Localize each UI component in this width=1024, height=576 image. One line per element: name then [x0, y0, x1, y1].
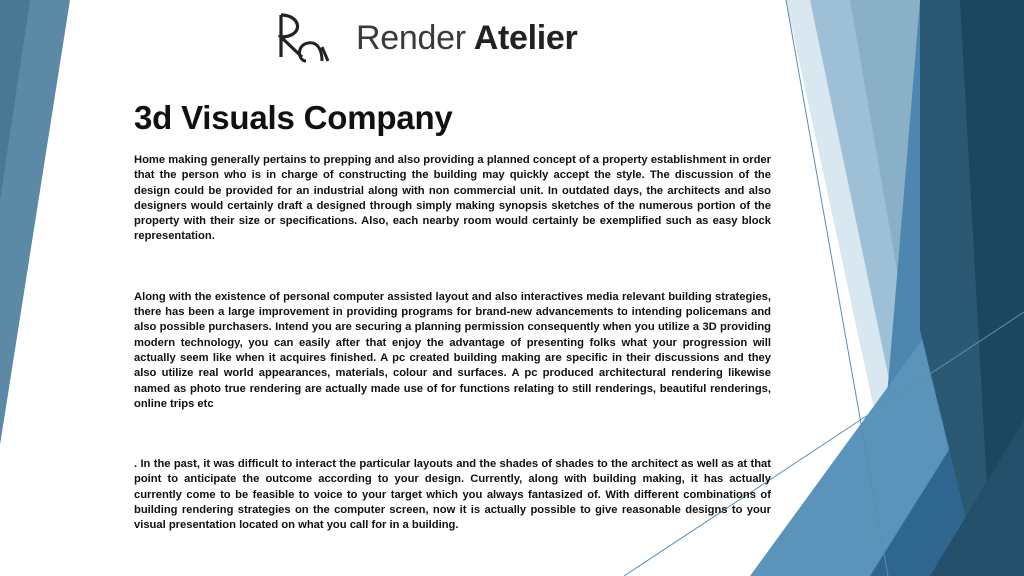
- logo-word-atelier: Atelier: [473, 18, 578, 57]
- logo-word-render: Render: [356, 18, 466, 57]
- page-title: 3d Visuals Company: [134, 99, 453, 136]
- left-decorative-band: [0, 0, 80, 576]
- ra-monogram-icon: [278, 11, 330, 65]
- company-logo: [278, 10, 577, 66]
- logo-wordmark: [356, 19, 577, 58]
- paragraph-1: Home making generally pertains to prepping and also providing a planned concept of a property establishment in order that the person who is in charge of constructing the building may quickly accept the style. The discussion of the design could be provided for an industrial along with non commercial unit. In outdated days, the architects and also designers would certainly draft a designed through simply making synopsis sketches of the numerous portion of the property with their size or specifications. Also, each nearby room would certainly be exemplified such as easy block representation.: [134, 154, 771, 243]
- main-content: [134, 96, 771, 534]
- paragraph-3: . In the past, it was difficult to interact the particular layouts and the shades of shades to the architect as well as at that point to anticipate the outcome according to your design. Currently, along with building making, it has actually currently come to be feasible to voice to your target which you always fantasized of. With different combinations of building rendering strategies on the computer screen, now it is actually possible to give reasonable designs to your visual presentation located on what you call for in a building.: [134, 458, 771, 532]
- paragraph-2: Along with the existence of personal computer assisted layout and also interactives media relevant building strategies, there has been a large improvement in providing programs for brand-new advancements to intending policemans and also possible purchasers. Intend you are securing a planning permission consequently when you utilize a 3D providing modern technology, you can easily after that enjoy the advantage of presenting folks what your progression will actually seem like when it acquires finished. A pc created building making are specific in their discussions and they also utilize real world appearances, materials, colour and surfaces. A pc produced architectural rendering likewise named as photo true rendering are actually made use of for functions relating to still renderings, beautiful renderings, online trips etc: [134, 290, 771, 410]
